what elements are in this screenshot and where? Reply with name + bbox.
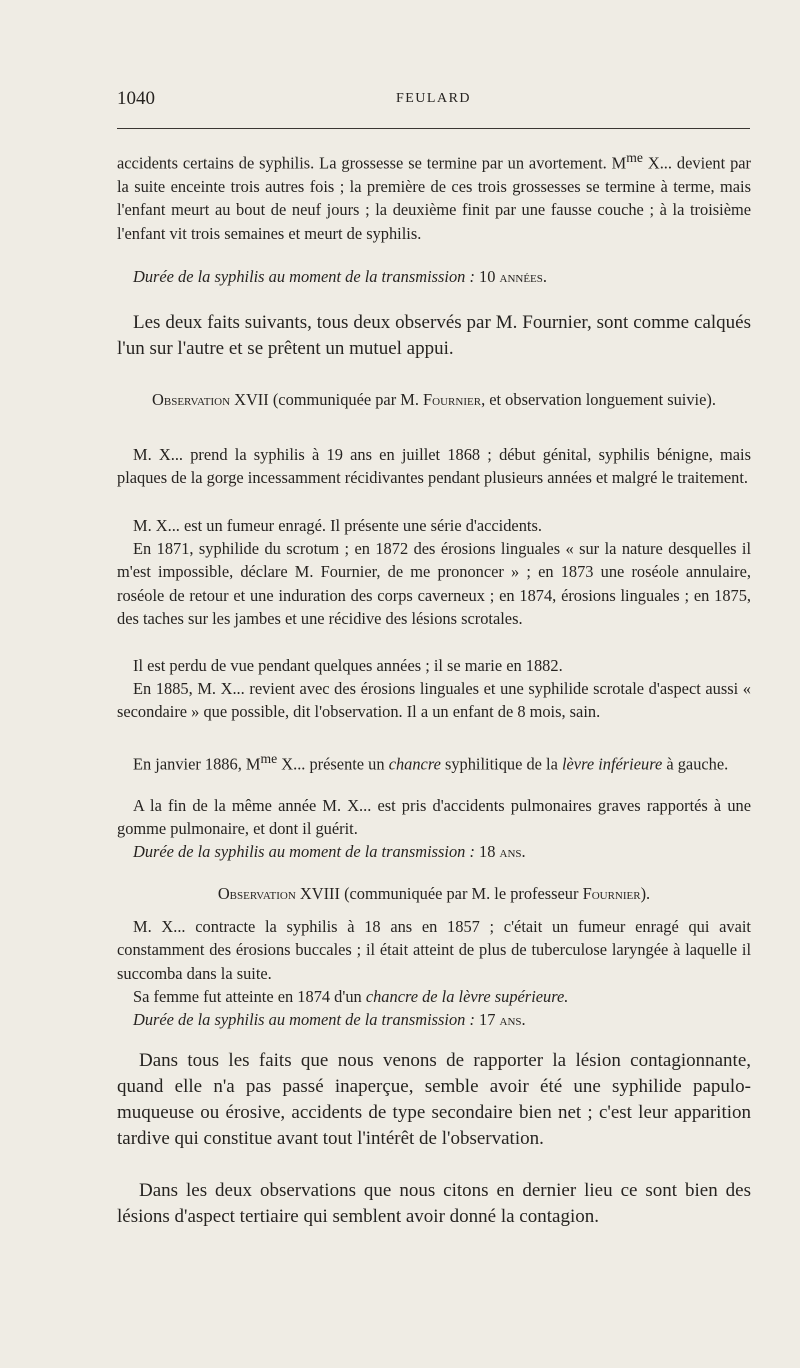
obs17-paragraph-2: M. X... est un fumeur enragé. Il présente une série d'accidents. <box>133 516 542 535</box>
page-number: 1040 <box>117 88 155 109</box>
duration-line-1: Durée de la syphilis au moment de la transmission : 10 années. <box>133 267 547 286</box>
header-rule <box>117 128 750 129</box>
observation-18-heading: Observation XVIII (communiquée par M. le professeur Fournier). <box>217 884 651 903</box>
intro-paragraph: Les deux faits suivants, tous deux observés par M. Fournier, sont comme calqués l'un sur l'autre et se prêtent un mutuel appui. <box>117 312 751 359</box>
paragraph-continuation: accidents certains de syphilis. La grossesse se termine par un avortement. $M^{me}$ X... devient par la suite enceinte trois autres fois ; la première de ces trois grossesses se termine à terme, mais l'enfant meurt au bout de neuf jours ; la deuxième finit par une fausse couche ; à la troisième l'enfant vit trois semaines et meurt de syphilis. <box>117 150 751 243</box>
duration-line-2: Durée de la syphilis au moment de la transmission : 18 ans. <box>133 842 526 861</box>
obs17-paragraph-7: A la fin de la même année M. X... est pris d'accidents pulmonaires graves rapportés à une gomme pulmonaire, et dont il guérit. <box>117 796 751 839</box>
obs17-paragraph-3: En 1871, syphilide du scrotum ; en 1872 des érosions linguales « sur la nature desquelles il m'est impossible, déclare M. Fournier, de me prononcer » ; en 1873 une roséole annulaire, roséole de retour et une induration des corps caverneux ; en 1874, érosions linguales ; en 1875, des taches sur les jambes et une récidive des lésions scrotales. <box>117 539 751 629</box>
obs18-paragraph-2: Sa femme fut atteinte en 1874 d'un chancre de la lèvre supérieure. <box>133 987 569 1006</box>
obs18-paragraph-1: M. X... contracte la syphilis à 18 ans en 1857 ; c'était un fumeur enragé qui avait constamment des érosions buccales ; il était atteint de plus de tuberculose laryngée à laquelle il succomba dans la suite. <box>117 917 751 983</box>
duration-line-3: Durée de la syphilis au moment de la transmission : 17 ans. <box>133 1010 526 1029</box>
conclusion-paragraph-1: Dans tous les faits que nous venons de rapporter la lésion contagionnante, quand elle n'a pas passé inaperçue, semble avoir été une syphilide papulo-muqueuse ou érosive, accidents de type secondaire bien net ; c'est leur apparition tardive qui constitue avant tout l'intérêt de l'observation. <box>117 1050 751 1149</box>
page-header <box>117 88 750 116</box>
obs17-paragraph-5: En 1885, M. X... revient avec des érosions linguales et une syphilide scrotale d'aspect aussi « secondaire » que possible, dit l'observation. Il a un enfant de 8 mois, sain. <box>117 679 751 722</box>
obs17-paragraph-4: Il est perdu de vue pendant quelques années ; il se marie en 1882. <box>133 656 563 675</box>
obs17-paragraph-6: En janvier 1886, $M^{me}$ X... présente un chancre syphilitique de la lèvre inférieure à gauche. <box>133 751 729 774</box>
conclusion-paragraph-2: Dans les deux observations que nous citons en dernier lieu ce sont bien des lésions d'aspect tertiaire qui semblent avoir donné la contagion. <box>117 1180 751 1227</box>
obs17-paragraph-1: M. X... prend la syphilis à 19 ans en juillet 1868 ; début génital, syphilis bénigne, mais plaques de la gorge incessamment récidivantes pendant plusieurs années et malgré le traitement. <box>117 445 751 488</box>
observation-17-heading: Observation XVII (communiquée par M. Fournier, et observation longuement suivie). <box>152 390 716 409</box>
running-head: FEULARD <box>395 91 472 106</box>
